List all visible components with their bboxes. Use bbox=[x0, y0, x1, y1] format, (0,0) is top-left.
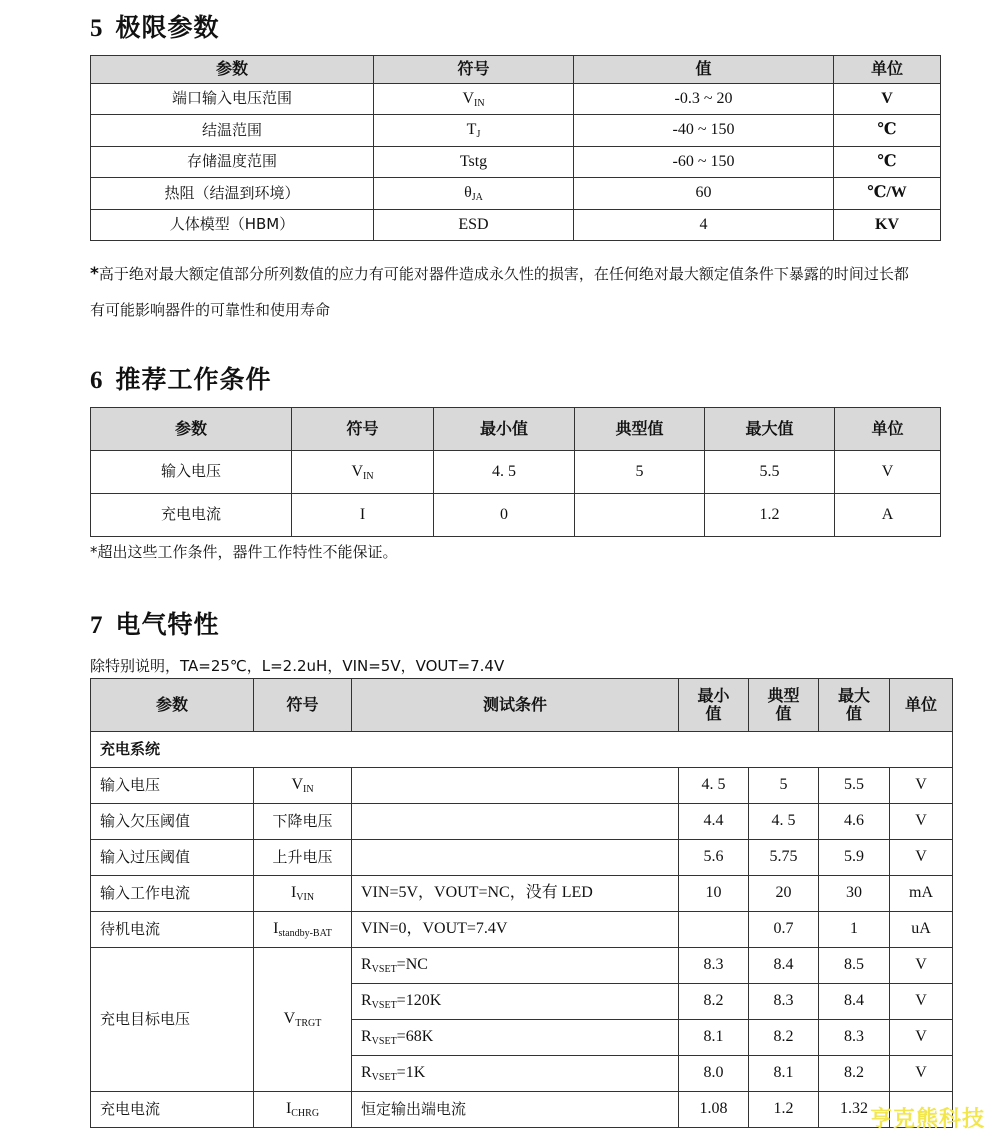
section-5-title: 5 极限参数 bbox=[90, 13, 220, 42]
table-row: 端口输入电压范围 $V_{IN}$ -0.3 ~ 20 V bbox=[91, 84, 941, 115]
table-header-row: 参数 符号 最小值 典型值 最大值 单位 bbox=[91, 408, 941, 451]
table-row: 待机电流 $I_{standby-BAT}$ VIN=0，VOUT=7.4V 0.7 1 uA bbox=[91, 912, 953, 948]
group-row: 充电系统 bbox=[91, 732, 953, 768]
section-7-title: 7 电气特性 bbox=[90, 610, 220, 639]
watermark: 亨克熊科技 bbox=[869, 1107, 985, 1132]
col-header-value: 值 bbox=[574, 56, 834, 84]
table-row: 存储温度范围 Tstg -60 ~ 150 ℃ bbox=[91, 147, 941, 178]
col-header-symbol: 符号 bbox=[374, 56, 574, 84]
table-row: 充电电流 $I_{CHRG}$ 恒定输出端电流 1.08 1.2 1.32 bbox=[91, 1092, 953, 1128]
col-header-param: 参数 bbox=[91, 56, 374, 84]
test-conditions-note: 除特别说明，TA=25℃，L=2.2uH，VIN=5V，VOUT=7.4V bbox=[90, 657, 505, 675]
section-6-title: 6 推荐工作条件 bbox=[90, 365, 272, 394]
table-header-row bbox=[91, 56, 941, 84]
table-row: 输入过压阈值 上升电压 5.6 5.75 5.9 V bbox=[91, 840, 953, 876]
table-row: 输入电压 $V_{IN}$ 4. 5 5 5.5 V bbox=[91, 768, 953, 804]
absolute-max-ratings-table bbox=[90, 55, 941, 241]
abs-max-note: *高于绝对最大额定值部分所列数值的应力有可能对器件造成永久性的损害，在任何绝对最大额定值条件下暴露的时间过长都有可能影响器件的可靠性和使用寿命 bbox=[90, 264, 909, 319]
table-row: 输入工作电流 $I_{VIN}$ VIN=5V，VOUT=NC，没有 LED 10 20 30 mA bbox=[91, 876, 953, 912]
table-header-row: 参数 符号 测试条件 最小值 典型值 最大值 单位 bbox=[91, 679, 953, 732]
table-row: 热阻（结温到环境） $\theta_{JA}$ 60 ℃/W bbox=[91, 178, 941, 210]
table-row: 结温范围 $T_J$ -40 ~ 150 ℃ bbox=[91, 115, 941, 147]
table-row: 充电电流 I 0 1.2 A bbox=[91, 494, 941, 537]
recommended-note: *超出这些工作条件，器件工作特性不能保证。 bbox=[90, 543, 398, 561]
table-row: $R_{VSET}=120K$ 8.2 8.3 8.4 V bbox=[91, 984, 953, 1020]
table-row: 充电目标电压 $V_{TRGT}$ $R_{VSET}=NC$ 8.3 8.4 8.5 V bbox=[91, 948, 953, 984]
table-row: $R_{VSET}=68K$ 8.1 8.2 8.3 V bbox=[91, 1020, 953, 1056]
col-header-unit: 单位 bbox=[834, 56, 941, 84]
electrical-characteristics-table bbox=[90, 678, 953, 1128]
table-row: 输入电压 $V_{IN}$ 4. 5 5 5.5 V bbox=[91, 451, 941, 494]
table-row: $R_{VSET}=1K$ 8.0 8.1 8.2 V bbox=[91, 1056, 953, 1092]
table-row: 人体模型（HBM） ESD 4 KV bbox=[91, 210, 941, 241]
table-row: 输入欠压阈值 下降电压 4.4 4. 5 4.6 V bbox=[91, 804, 953, 840]
recommended-conditions-table bbox=[90, 407, 941, 537]
